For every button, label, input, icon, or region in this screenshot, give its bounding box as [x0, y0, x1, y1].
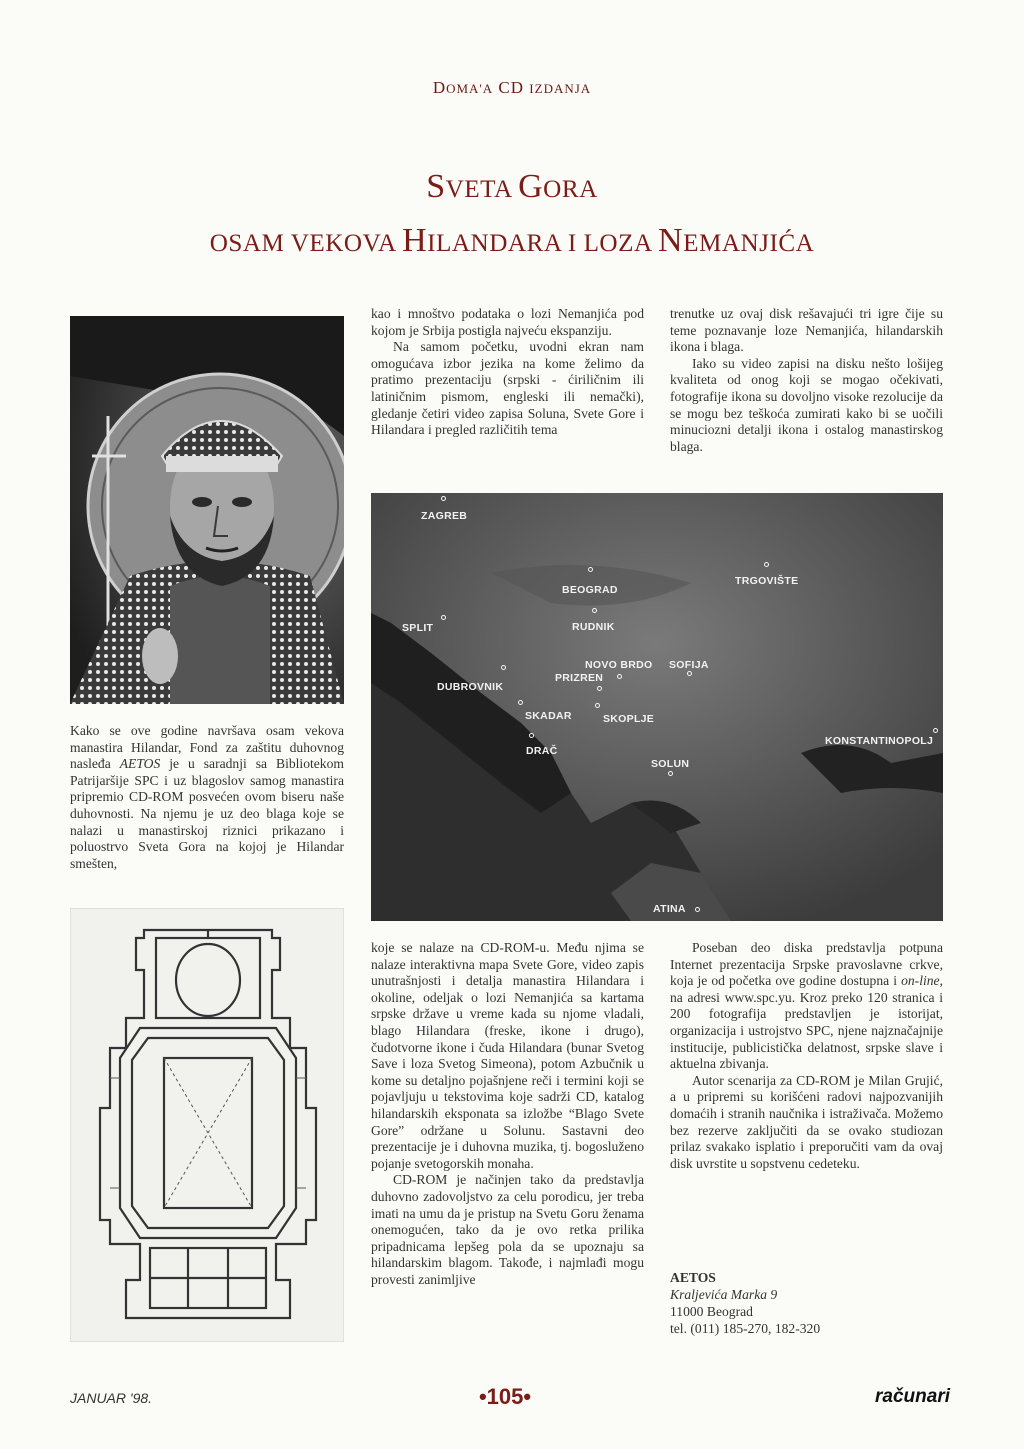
publisher-city: 11000 Beograd — [670, 1304, 753, 1319]
publisher-phone: tel. (011) 185-270, 182-320 — [670, 1321, 821, 1336]
map-dot-prizren — [617, 674, 622, 679]
map-dot-rudnik — [592, 608, 597, 613]
map-background-svg — [371, 493, 943, 921]
fresco-portrait-image — [70, 316, 344, 704]
map-label-zagreb: ZAGREB — [421, 510, 468, 522]
monastery-floor-plan-image — [70, 908, 344, 1342]
map-dot-skadar — [518, 700, 523, 705]
map-label-beograd: BEOGRAD — [562, 584, 618, 596]
article-title-line2: OSAM VEKOVA HILANDARA I LOZA NEMANJIĆA — [209, 222, 815, 259]
map-label-atina: ATINA — [653, 903, 686, 915]
map-label-solun: SOLUN — [651, 758, 690, 770]
map-dot-skoplje — [595, 703, 600, 708]
map-dot-beograd — [588, 567, 593, 572]
map-label-skadar: SKADAR — [525, 710, 572, 722]
section-header: DOMA'A CD IZDANJA — [432, 78, 592, 97]
column-3-top: trenutke uz ovaj disk rešavajući tri igre čije su teme poznavanje loze Nemanjića, hilandarskih ikona i blaga. Iako su video zapisi na disku nešto lošijeg kvaliteta od onog koji se mogao očekivati, fotografije ikona su dovoljno visoke rezolucije da se mogu bez teškoća zumirati kako bi se uočili minuciozni detalji ikona i ostalog manastirskog blaga. — [670, 306, 943, 454]
fresco-portrait-svg — [70, 316, 344, 704]
map-label-split: SPLIT — [402, 622, 434, 634]
map-label-prizren: PRIZREN — [555, 672, 604, 684]
map-dot-konstantinopolj — [933, 728, 938, 733]
map-dot-novo-brdo — [597, 686, 602, 691]
map-label-drac: DRAČ — [526, 745, 558, 757]
map-dot-trgoviste — [764, 562, 769, 567]
article-title-line1: SVETA GORA — [426, 168, 598, 205]
column-2-bottom: koje se nalaze na CD-ROM-u. Među njima se nalaze interaktivna mapa Svete Gore, video zapis unutrašnjosti i detalja manastira Hilandara i okoline, odeljak o lozi Nemanjića sa kartama srpske države u vreme kada su njome vladali, blago Hilandara (freske, ikone i drugo), čudotvorne ikone i čuda Hilandara (bunar Svetog Save i loza Svetog Simeona), potom Azbučnik u kome su detaljno pojašnjene reči i termini koji se pojavljuju u tekstovima koje sadrži CD, katalog hilandarskih eksponata sa izložbe “Blago Svete Gore” održane u Solunu. Sastavni deo prezentacije je i duhovna muzika, tj. bogosluženo pojanje svetogorskih monaha. CD-ROM je načinjen tako da predstavlja duhovno zadovoljstvo za celu porodicu, jer treba imati na umu da je pristup na Svetu Goru ženama onemogućen, tako da je ovo retka prilika pripadnicama lepšeg pola da se upoznaju sa hilandarskim blagom. Takođe, i najmlađi mogu provesti zanimljive — [371, 940, 644, 1287]
map-label-rudnik: RUDNIK — [572, 621, 615, 633]
publisher-address — [670, 1269, 943, 1337]
map-dot-drac — [529, 733, 534, 738]
map-label-sofija: SOFIJA — [669, 659, 709, 671]
floor-plan-svg — [70, 908, 344, 1342]
intro-paragraph: Kako se ove godine navršava osam vekova manastira Hilandar, Fond za zaštitu duhovnog nasleđa AETOS je u saradnji sa Bibliotekom Patrijaršije SPC i uz blagoslov samog manastira pripremio CD-ROM posvećen ovom biseru naše duhovnosti. Na njemu je uz deo blaga koje se nalazi u manastirskoj riznici prikazano i poluostrvo Sveta Gora na kojoj je Hilandar smešten, — [70, 723, 344, 871]
footer-date: JANUAR '98. — [70, 1390, 153, 1406]
map-label-dubrovnik: DUBROVNIK — [437, 681, 504, 693]
map-label-trgoviste: TRGOVIŠTE — [735, 575, 799, 587]
map-dot-dubrovnik — [501, 665, 506, 670]
magazine-logo: računari — [875, 1386, 950, 1407]
page-number: •105• — [478, 1384, 532, 1409]
map-label-konstantinopolj: KONSTANTINOPOLJ — [825, 735, 934, 747]
map-dot-sofija — [687, 671, 692, 676]
map-label-skoplje: SKOPLJE — [603, 713, 655, 725]
balkan-map-image — [371, 493, 943, 921]
map-dot-atina — [695, 907, 700, 912]
map-dot-split — [441, 615, 446, 620]
publisher-name: AETOS — [670, 1270, 716, 1285]
map-dot-solun — [668, 771, 673, 776]
column-3-bottom: Poseban deo diska predstavlja potpuna Internet prezentacija Srpske pravoslavne crkve, koja je od početka ove godine dostupna i on-line, na adresi www.spc.yu. Kroz preko 120 stranica i 200 fotografija predstavljen je istorijat, organizacija i ustrojstvo SPC, njene najznačajnije institucije, publicistička delatnost, srpske slave i aktuelna zbivanja. Autor scenarija za CD-ROM je Milan Grujić, a u pripremi su korišćeni radovi najpozvanijih domaćih i stranih naučnika i istraživača. Možemo bez rezerve zaključiti da se ovako studiozan prilaz svakako isplatio i preporučiti vam da ovaj disk uvrstite u sopstvenu cedeteku. — [670, 940, 943, 1171]
column-2-top: kao i mnoštvo podataka o lozi Nemanjića pod kojom je Srbija postigla najveću ekspanziju. Na samom početku, uvodni ekran nam omogućava izbor jezika na kome želimo da pratimo prezentaciju (srpski - ćiriličnim ili latiničnim pismom, engleski ili nemački), gledanje četiri video zapisa Soluna, Svete Gore i Hilandara i pregled različitih tema — [371, 306, 644, 438]
map-dot-zagreb — [441, 496, 446, 501]
map-label-novo-brdo: NOVO BRDO — [585, 659, 653, 671]
publisher-street: Kraljevića Marka 9 — [670, 1287, 778, 1302]
